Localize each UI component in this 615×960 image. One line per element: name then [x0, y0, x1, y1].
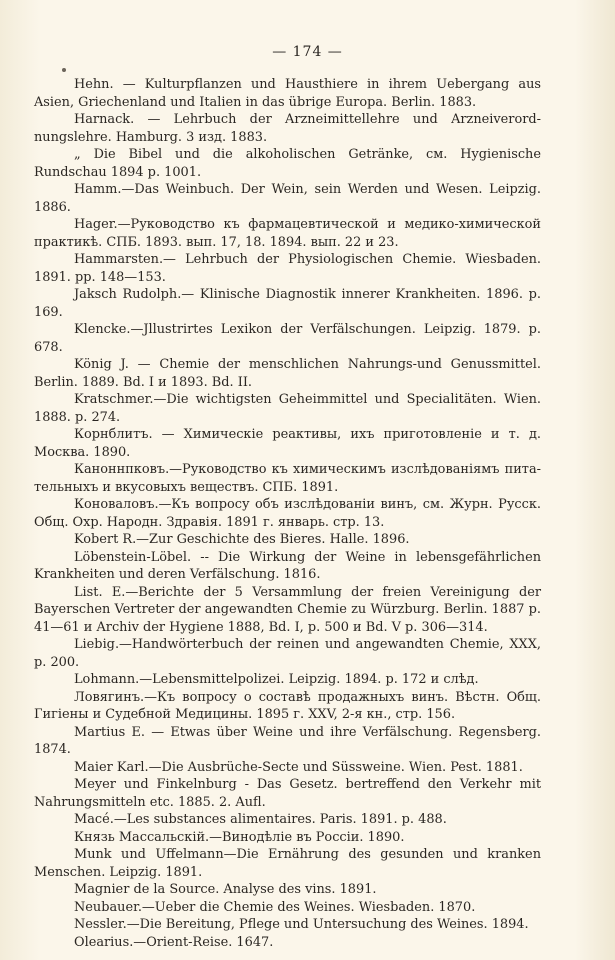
bibliography-entry: Löbenstein-Löbel. -- Die Wirkung der Weine in lebensgefährlichen Krankheiten und deren Verfälschung. 1816.: [34, 549, 541, 582]
bibliography-entry: Hehn. — Kulturpflanzen und Hausthiere in ihrem Uebergang aus Asien, Griechenland und Italien in das übrige Europa. Berlin. 1883.: [34, 77, 541, 110]
bibliography-entry: Magnier de la Source. Analyse des vins. 1891.: [74, 882, 377, 897]
bibliography-entry: Maier Karl.—Die Ausbrüche-Secte und Süssweine. Wien. Pest. 1881.: [74, 759, 523, 775]
bibliography-entry: Коноваловъ.—Къ вопросу объ изслѣдованіи винъ, см. Журн. Русск. Общ. Охр. Народн. Здравія. 1891 г. январь. стр. 13.: [34, 497, 541, 530]
bibliography-entry: „ Die Bibel und die alkoholischen Getränke, см. Hygienische Rundschau 1894 р. 1001.: [34, 147, 541, 180]
bibliography-entry: Kratschmer.—Die wichtigsten Geheimmittel und Specialitäten. Wien. 1888. p. 274.: [34, 392, 541, 425]
bibliography-entry: Harnack. — Lehrbuch der Arzneimittellehre und Arzneiverordnungslehre. Hamburg. 3 изд. 1883.: [34, 112, 541, 145]
bibliography-entry: Hager.—Руководство къ фармацевтической и медико-химической практикѣ. СПБ. 1893. вып. 17, 18. 1894. вып. 22 и 23.: [34, 217, 541, 250]
bibliography-entry: Князь Массальскій.—Винодѣліе въ Россіи. 1890.: [74, 829, 405, 845]
bibliography-entry: Macé.—Les substances alimentaires. Paris. 1891. p. 488.: [74, 812, 447, 827]
bibliography-entry: Olearius.—Orient-Reise. 1647.: [74, 934, 274, 950]
bibliography-list: [34, 76, 541, 951]
bibliography-entry: Liebig.—Handwörterbuch der reinen und angewandten Chemie, XXX, p. 200.: [34, 637, 541, 670]
bibliography-entry: Nessler.—Die Bereitung, Pflege und Untersuchung des Weines. 1894.: [74, 917, 529, 932]
bibliography-entry: Hamm.—Das Weinbuch. Der Wein, sein Werden und Wesen. Leipzig. 1886.: [34, 182, 541, 215]
page-number: — 174 —: [272, 44, 343, 60]
bibliography-entry: Ловягинъ.—Къ вопросу о составѣ продажныхъ винъ. Вѣстн. Общ. Гигіены и Судебной Медицины. 1895 г. XXV, 2-я кн., стр. 156.: [34, 689, 541, 722]
bibliography-entry: Hammarsten.— Lehrbuch der Physiologischen Chemie. Wiesbaden. 1891. pp. 148—153.: [34, 252, 541, 285]
bibliography-entry: Neubauer.—Ueber die Chemie des Weines. Wiesbaden. 1870.: [74, 899, 476, 915]
bibliography-entry: Каноннпковъ.—Руководство къ химическимъ изслѣдованіямъ питательныхъ и вкусовыхъ веществъ. СПБ. 1891.: [34, 462, 541, 495]
bibliography-entry: Lohmann.—Lebensmittelpolizei. Leipzig. 1894. p. 172 и слѣд.: [74, 672, 479, 687]
bibliography-entry: List. E.—Berichte der 5 Versammlung der freien Vereinigung der Bayerschen Vertreter der angewandten Chemie zu Würzburg. Berlin. 1887 p. 41—61 и Archiv der Hygiene 1888, Bd. I, p. 500 и Bd. V p. 306—314.: [34, 584, 541, 635]
bibliography-entry: König J. — Chemie der menschlichen Nahrungs-und Genussmittel. Berlin. 1889. Bd. I и 1893. Bd. II.: [34, 357, 541, 390]
bibliography-entry: Meyer und Finkelnburg - Das Gesetz. bertreffend den Verkehr mit Nahrungsmitteln etc. 1885. 2. Aufl.: [34, 777, 541, 810]
bibliography-entry: Корнблитъ. — Химическіе реактивы, ихъ приготовленіе и т. д. Москва. 1890.: [34, 427, 541, 460]
bibliography-entry: Jaksch Rudolph.— Klinische Diagnostik innerer Krankheiten. 1896. p. 169.: [34, 287, 541, 320]
bibliography-entry: Munk und Uffelmann—Die Ernährung des gesunden und kranken Menschen. Leipzig. 1891.: [34, 847, 541, 880]
ink-speck: [62, 68, 66, 72]
bibliography-entry: Kobert R.—Zur Geschichte des Bieres. Halle. 1896.: [74, 532, 410, 547]
bibliography-entry: Martius E. — Etwas über Weine und ihre Verfälschung. Regensberg. 1874.: [34, 724, 541, 757]
bibliography-entry: Klencke.—Jllustrirtes Lexikon der Verfälschungen. Leipzig. 1879. p. 678.: [34, 322, 541, 355]
